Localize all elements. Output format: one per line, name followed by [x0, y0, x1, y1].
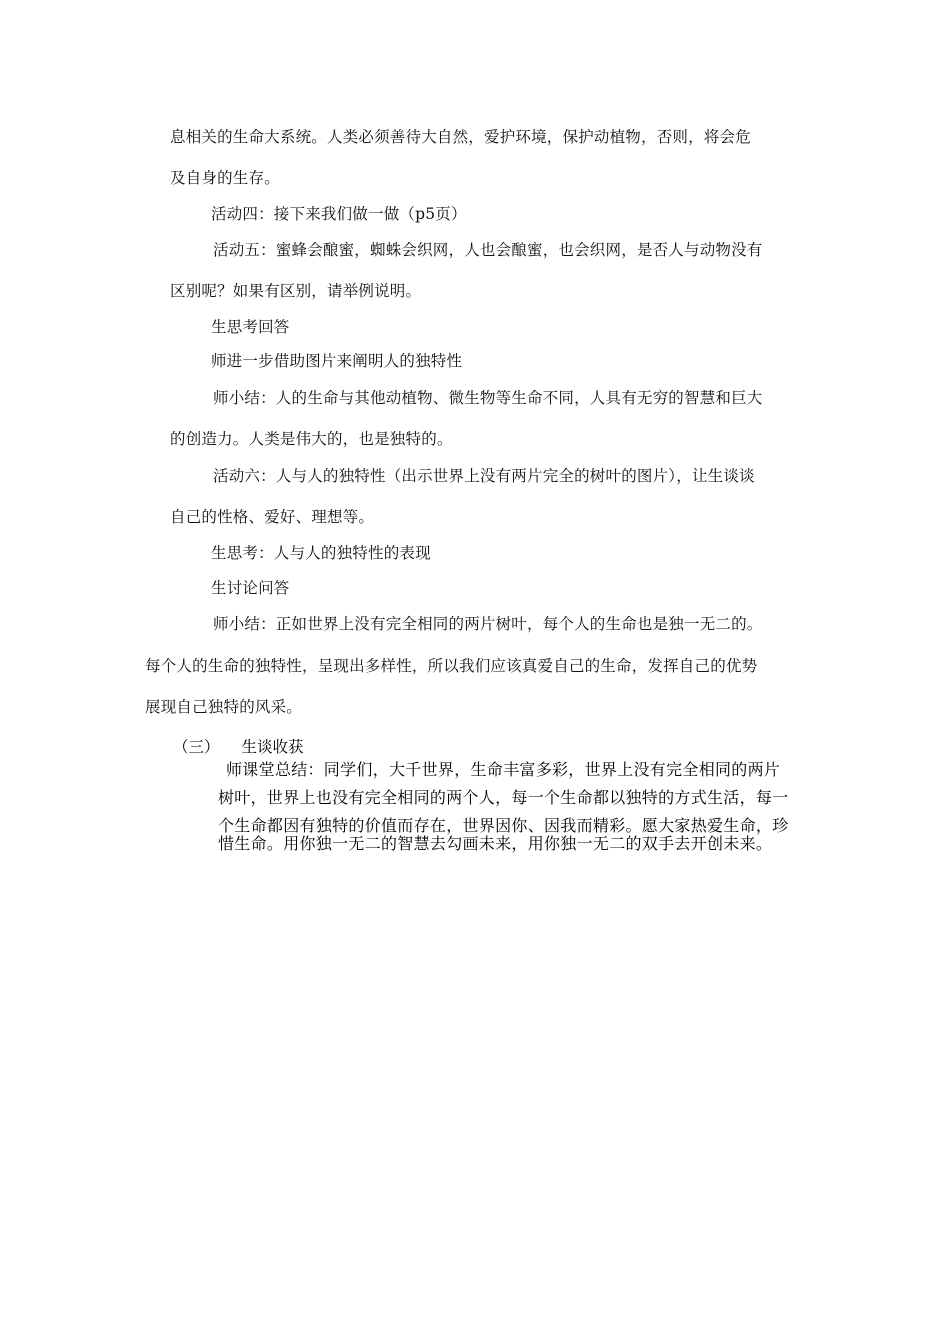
paragraph-line: 及自身的生存。	[170, 169, 280, 187]
paragraph-line: 生讨论问答	[211, 579, 290, 597]
summary-line: 树叶，世界上也没有完全相同的两个人，每一个生命都以独特的方式生活，每一	[218, 788, 789, 807]
section-number: （三）	[173, 738, 220, 756]
paragraph-line: 区别呢？如果有区别，请举例说明。	[170, 282, 422, 300]
paragraph-line: 自己的性格、爱好、理想等。	[170, 508, 375, 526]
paragraph-line: 生思考：人与人的独特性的表现	[211, 544, 431, 562]
paragraph-line: 生思考回答	[211, 318, 290, 336]
summary-line: 师课堂总结：同学们，大千世界，生命丰富多彩，世界上没有完全相同的两片	[226, 760, 781, 779]
section-title: 生谈收获	[241, 738, 304, 756]
paragraph-line: 师进一步借助图片来阐明人的独特性	[211, 352, 463, 370]
paragraph-line: 展现自己独特的风采。	[145, 698, 303, 716]
paragraph-line: 活动四：接下来我们做一做（p5页）	[211, 205, 467, 223]
paragraph-line: 息相关的生命大系统。人类必须善待大自然，爱护环境，保护动植物，否则，将会危	[170, 128, 751, 146]
paragraph-line: 的创造力。人类是伟大的，也是独特的。	[170, 430, 453, 448]
summary-line: 惜生命。用你独一无二的智慧去勾画未来，用你独一无二的双手去开创未来。	[218, 834, 773, 853]
paragraph-line: 师小结：人的生命与其他动植物、微生物等生命不同，人具有无穷的智慧和巨大	[213, 389, 763, 407]
paragraph-line: 活动六：人与人的独特性（出示世界上没有两片完全的树叶的图片），让生谈谈	[213, 467, 755, 485]
section-heading	[173, 737, 304, 757]
paragraph-line: 活动五：蜜蜂会酿蜜，蜘蛛会织网，人也会酿蜜，也会织网，是否人与动物没有	[213, 241, 763, 259]
paragraph-line: 每个人的生命的独特性，呈现出多样性，所以我们应该真爱自己的生命，发挥自己的优势	[145, 657, 758, 675]
summary-line: 个生命都因有独特的价值而存在，世界因你、因我而精彩。愿大家热爱生命，珍	[218, 816, 789, 835]
paragraph-line: 师小结：正如世界上没有完全相同的两片树叶，每个人的生命也是独一无二的。	[213, 615, 763, 633]
